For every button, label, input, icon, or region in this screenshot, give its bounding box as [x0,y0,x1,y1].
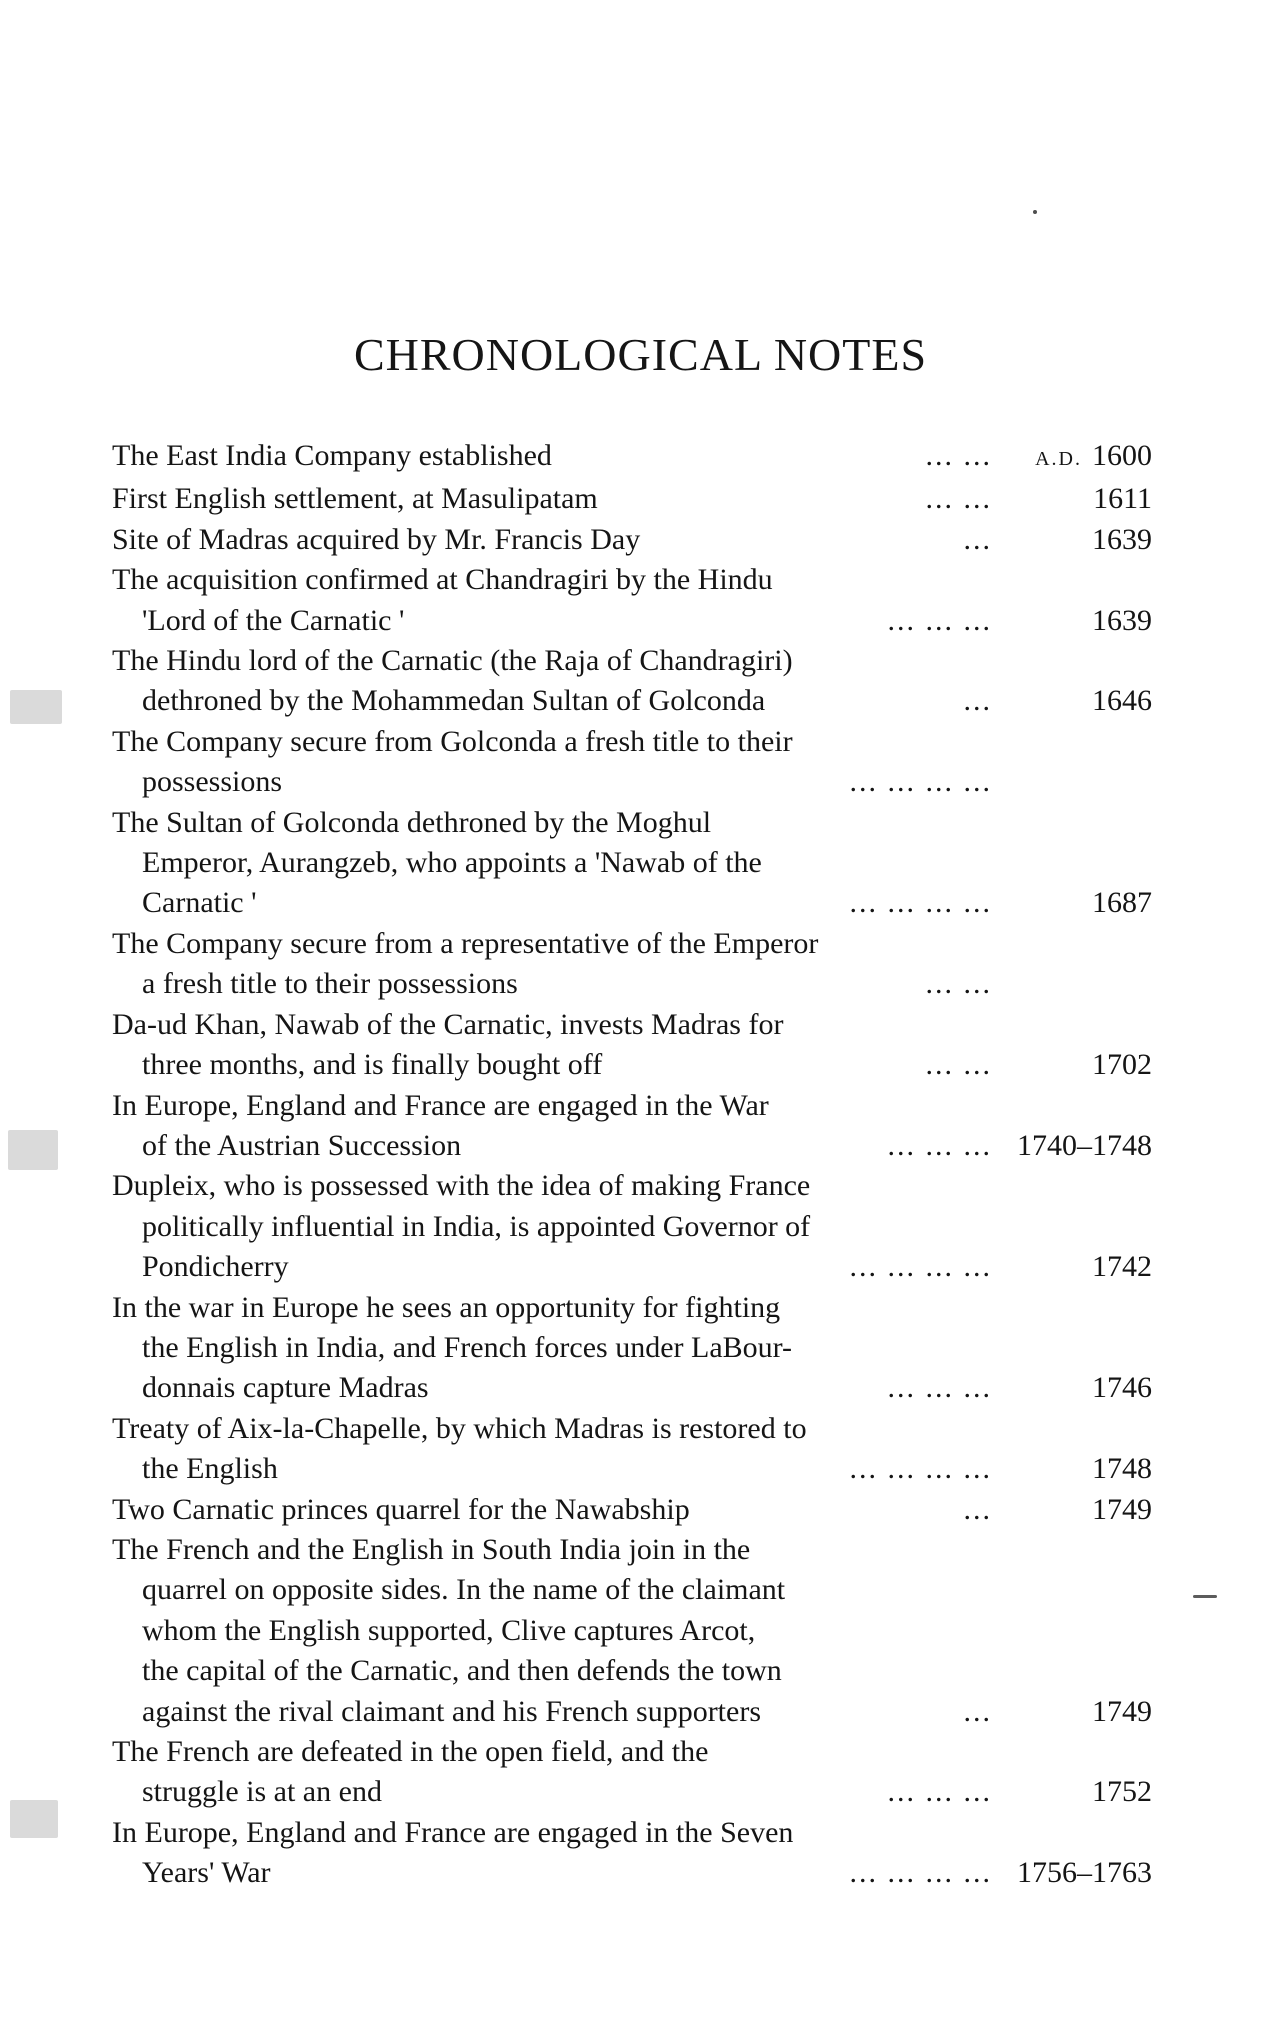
entry-line [112,479,992,519]
leader-dots: ... ... [925,967,992,1001]
entry-line: The French are defeated in the open field, and the [112,1735,709,1768]
year-value: 1646 [1092,684,1152,718]
entry-date [1002,1247,1152,1287]
entry-line: In Europe, England and France are engaged in the Seven [112,1815,794,1849]
entry-line [112,1853,992,1893]
entry-date [1002,1772,1152,1812]
entry-line: The Hindu lord of the Carnatic (the Raja of Chandragiri) [112,644,793,678]
entry-text [112,1530,992,1732]
entry-line [112,883,992,923]
scan-speck [1193,1595,1217,1598]
leader-dots: ... ... ... ... [849,886,992,920]
entry-line [112,1692,992,1732]
entry-line-text: the English [142,1452,278,1486]
entry-text [112,1409,992,1490]
entry-text [112,479,992,519]
chronology-entry [112,1490,1152,1530]
entry-text [112,641,992,722]
leader-dots: ... ... ... [887,1128,992,1162]
entry-date [1002,436,1152,479]
entry-line-text: Site of Madras acquired by Mr. Francis Day [112,522,641,556]
entry-date [1002,1692,1152,1732]
entry-line [112,1772,992,1812]
year-value: 1749 [1092,1492,1152,1526]
leader-dots: ... ... [925,439,992,472]
chronology-entry [112,560,1152,641]
entry-line-text: The East India Company established [112,439,552,472]
entry-line [112,681,992,721]
entry-text [112,560,992,641]
entry-date [1002,1490,1152,1530]
scan-speck [10,690,62,724]
year-value: 1611 [1093,482,1152,516]
chronology-entry [112,436,1152,479]
year-value: 1702 [1092,1048,1152,1082]
entry-line-text: 'Lord of the Carnatic ' [142,603,405,637]
entry-line-text: Carnatic ' [142,886,257,920]
entry-date [1002,1853,1152,1893]
entry-text [112,1813,992,1894]
entry-text [112,1166,992,1287]
entry-line: the English in India, and French forces under LaBour- [142,1330,793,1364]
entry-text [112,1732,992,1813]
entry-text [112,1086,992,1167]
year-value: 1742 [1092,1250,1152,1284]
leader-dots: ... ... ... ... [849,1452,992,1486]
entry-line: In the war in Europe he sees an opportunity for fighting [112,1290,781,1324]
entry-line: politically influential in India, is appointed Governor of [142,1209,811,1243]
entry-line: The French and the English in South India join in the [112,1532,751,1566]
entry-line-text: against the rival claimant and his French supporters [142,1694,761,1728]
entry-line: the capital of the Carnatic, and then defends the town [142,1654,782,1688]
chronology-entry [112,1288,1152,1409]
chronology-entry [112,1813,1152,1894]
year-value: 1639 [1092,522,1152,556]
leader-dots: ... ... ... [887,1775,992,1809]
year-value: 1752 [1092,1775,1152,1809]
entry-line: The Sultan of Golconda dethroned by the Moghul [112,805,712,839]
entry-line: Dupleix, who is possessed with the idea of making France [112,1169,811,1203]
entry-line-text: donnais capture Madras [142,1371,429,1405]
entry-line-text: Two Carnatic princes quarrel for the Nawabship [112,1492,690,1526]
entry-line [112,520,992,560]
entry-line [112,436,992,476]
entry-line [112,1126,992,1166]
leader-dots: ... ... ... ... [849,765,992,799]
entry-line: quarrel on opposite sides. In the name of the claimant [142,1573,786,1607]
scan-speck [1033,210,1037,214]
entry-text [112,436,992,479]
entry-line [112,601,992,641]
year-value: 1756–1763 [1017,1856,1152,1890]
entry-text [112,520,992,560]
year-value: 1746 [1092,1371,1152,1405]
entry-line: Emperor, Aurangzeb, who appoints a 'Nawab of the [142,846,762,880]
entry-line-text: three months, and is finally bought off [142,1048,603,1082]
entry-line: Da-ud Khan, Nawab of the Carnatic, invests Madras for [112,1007,784,1041]
entry-date [1002,681,1152,721]
entry-line: In Europe, England and France are engaged in the War [112,1088,769,1122]
entry-line [112,1490,992,1530]
scan-speck [10,1800,58,1838]
entry-text [112,1490,992,1530]
entry-line-text: Years' War [142,1856,271,1890]
entry-line-text: a fresh title to their possessions [142,967,518,1001]
entry-line-text: possessions [142,765,283,799]
chronology-entry [112,520,1152,560]
chronology-entry [112,641,1152,722]
chronology-entry [112,803,1152,924]
entry-line-text: of the Austrian Succession [142,1128,462,1162]
chronology-entry [112,1530,1152,1732]
leader-dots: ... [963,1492,992,1526]
chronology-entry [112,1086,1152,1167]
entry-line: whom the English supported, Clive captures Arcot, [142,1613,756,1647]
entry-text [112,803,992,924]
entry-date [1002,883,1152,923]
chronology-entry [112,479,1152,519]
year-value: 1740–1748 [1017,1128,1152,1162]
entry-line: The Company secure from a representative of the Emperor [112,926,819,960]
leader-dots: ... ... [925,482,992,516]
entry-text [112,1005,992,1086]
entry-line [112,1247,992,1287]
year-value: 1748 [1092,1452,1152,1486]
entry-line-text: dethroned by the Mohammedan Sultan of Golconda [142,684,766,718]
chronology-entry [112,1732,1152,1813]
entry-line [112,1449,992,1489]
leader-dots: ... ... [925,1048,992,1082]
entry-line [112,964,992,1004]
entry-line-text: struggle is at an end [142,1775,382,1809]
page-title: CHRONOLOGICAL NOTES [353,329,928,380]
chronology-entry [112,924,1152,1005]
entry-line [112,1368,992,1408]
year-value: 1749 [1092,1694,1152,1728]
entry-line [112,762,992,802]
entry-line: Treaty of Aix-la-Chapelle, by which Madras is restored to [112,1411,807,1445]
scan-speck [8,1130,58,1170]
leader-dots: ... [963,1694,992,1728]
year-value: 1639 [1092,603,1152,637]
year-value: 1687 [1092,886,1152,920]
entry-date [1002,1368,1152,1408]
entry-date [1002,1126,1152,1166]
entry-date [1002,1449,1152,1489]
entry-line [112,1045,992,1085]
chronology-entry [112,722,1152,803]
entry-text [112,924,992,1005]
leader-dots: ... ... ... [887,603,992,637]
chronology-entry [112,1005,1152,1086]
entry-date [1002,520,1152,560]
entry-text [112,1288,992,1409]
leader-dots: ... [963,684,992,718]
leader-dots: ... [963,522,992,556]
entry-line: The acquisition confirmed at Chandragiri by the Hindu [112,563,773,597]
leader-dots: ... ... ... ... [849,1250,992,1284]
leader-dots: ... ... ... [887,1371,992,1405]
year-value: 1600 [1092,439,1152,472]
entry-line: The Company secure from Golconda a fresh title to their [112,724,793,758]
leader-dots: ... ... ... ... [849,1856,992,1890]
entry-date [1002,601,1152,641]
chronology-entry [112,1166,1152,1287]
entry-date [1002,479,1152,519]
entry-date [1002,1045,1152,1085]
entry-text [112,722,992,803]
chronology-list [112,436,1152,1894]
chronology-entry [112,1409,1152,1490]
era-label: A.D. [1035,448,1082,470]
entry-line-text: First English settlement, at Masulipatam [112,482,598,516]
entry-line-text: Pondicherry [142,1250,289,1284]
